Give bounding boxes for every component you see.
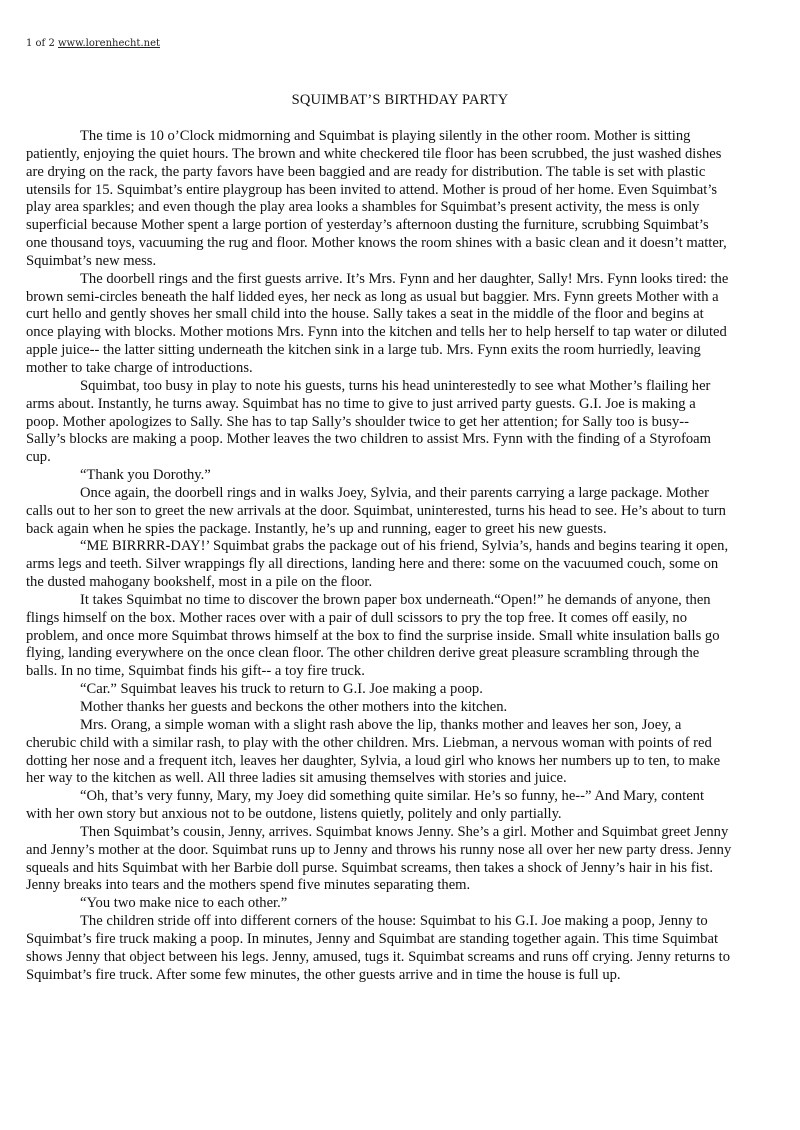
- story-body: [26, 128, 732, 985]
- paragraph: “You two make nice to each other.”: [80, 895, 288, 912]
- paragraph: Then Squimbat’s cousin, Jenny, arrives. Squimbat knows Jenny. She’s a girl. Mother and Squimbat greet Jenny and Jenny’s mother at the door. Squimbat runs up to Jenny and throws his runny nose all over her new party dress. Jenny squeals and hits Squimbat with her Barbie doll purse. Squimbat screams, then takes a shock of Jenny’s hair in his fist. Jenny breaks into tears and the mothers spend five minutes separating them.: [26, 823, 732, 894]
- paragraph: Squimbat, too busy in play to note his guests, turns his head uninterestedly to see what Mother’s flailing her arms about. Instantly, he turns away. Squimbat has no time to give to just arrived party guests. G.I. Joe is making a poop. Mother apologizes to Sally. She has to tap Sally’s shoulder twice to get her attention; for Sally too is busy-- Sally’s blocks are making a poop. Mother leaves the two children to assist Mrs. Fynn with the finding of a Styrofoam cup.: [26, 377, 711, 466]
- site-link[interactable]: www.lorenhecht.net: [58, 38, 161, 49]
- paragraph: It takes Squimbat no time to discover the brown paper box underneath.“Open!” he demands of anyone, then flings himself on the box. Mother races over with a pair of dull scissors to pry the top free. It comes off easily, no problem, and once more Squimbat throws himself at the box to find the surprise inside. Small white insulation balls go flying, landing everywhere on the once clean floor. The other children derive great pleasure scrambling through the balls. In no time, Squimbat finds his gift-- a toy fire truck.: [26, 591, 720, 680]
- paragraph: The doorbell rings and the first guests arrive. It’s Mrs. Fynn and her daughter, Sally! Mrs. Fynn looks tired: the brown semi-circles beneath the half lidded eyes, her neck as long as usual but baggier. Mrs. Fynn greets Mother with a curt hello and gently shoves her small child into the house. Sally takes a seat in the middle of the floor and begins at once playing with blocks. Mother motions Mrs. Fynn into the kitchen and tells her to help herself to tap water or diluted apple juice-- the latter sitting underneath the kitchen sink in a large tub. Mrs. Fynn exits the room hurriedly, leaving mother to take charge of introductions.: [26, 270, 729, 376]
- paragraph: “Car.” Squimbat leaves his truck to return to G.I. Joe making a poop.: [80, 681, 483, 698]
- paragraph: “ME BIRRRR-DAY!’ Squimbat grabs the package out of his friend, Sylvia’s, hands and begins tearing it open, arms legs and teeth. Silver wrappings fly all directions, landing here and there: some on the vacuumed couch, some on the dusted mahogany bookshelf, most in a pile on the floor.: [26, 538, 729, 591]
- paragraph: Mother thanks her guests and beckons the other mothers into the kitchen.: [80, 699, 508, 715]
- paragraph: The children stride off into different corners of the house: Squimbat to his G.I. Joe making a poop, Jenny to Squimbat’s fire truck making a poop. In minutes, Jenny and Squimbat are standing together again. This time Squimbat shows Jenny that object between his legs. Jenny, amused, tugs it. Squimbat screams and runs off crying. Jenny returns to Squimbat’s fire truck. After some few minutes, the other guests arrive and in time the house is full up.: [26, 913, 731, 983]
- paragraph: “Oh, that’s very funny, Mary, my Joey did something quite similar. He’s so funny, he--” And Mary, content with her own story but anxious not to be outdone, listens quietly, politely and only partially.: [26, 788, 705, 823]
- paragraph: The time is 10 o’Clock midmorning and Squimbat is playing silently in the other room. Mother is sitting patiently, enjoying the quiet hours. The brown and white checkered tile floor has been scrubbed, the just washed dishes are drying on the rack, the party favors have been baggied and are ready for distribution. The table is set with plastic utensils for 15. Squimbat’s entire playgroup has been invited to attend. Mother is proud of her home. Even Squimbat’s play area sparkles; and even though the play area looks a shambles for Squimbat’s present activity, the mess is only superficial because Mother spent a large portion of yesterday’s afternoon dusting the furniture, scrubbing Squimbat’s one thousand toys, vacuuming the rug and floor. Mother knows the room shines with a basic clean and it doesn’t matter, Squimbat’s new mess.: [26, 128, 727, 269]
- paragraph: Mrs. Orang, a simple woman with a slight rash above the lip, thanks mother and leaves her son, Joey, a cherubic child with a similar rash, to play with the other children. Mrs. Liebman, a nervous woman with points of red dotting her nose and a frequent itch, leaves her daughter, Sylvia, a loud girl who knows her numbers up to ten, to make her way to the kitchen as well. All three ladies sit amusing themselves with stories and juice.: [26, 716, 721, 787]
- page-number-label: 1 of 2: [26, 38, 55, 49]
- paragraph: Once again, the doorbell rings and in walks Joey, Sylvia, and their parents carrying a large package. Mother calls out to her son to greet the new arrivals at the door. Squimbat, uninterested, turns his head to see. He’s about to turn back again when he spies the package. Instantly, he’s up and running, eager to greet his new guests.: [26, 484, 726, 537]
- paragraph: “Thank you Dorothy.”: [80, 467, 211, 484]
- page-header: [26, 38, 160, 49]
- story-title: SQUIMBAT’S BIRTHDAY PARTY: [291, 92, 509, 108]
